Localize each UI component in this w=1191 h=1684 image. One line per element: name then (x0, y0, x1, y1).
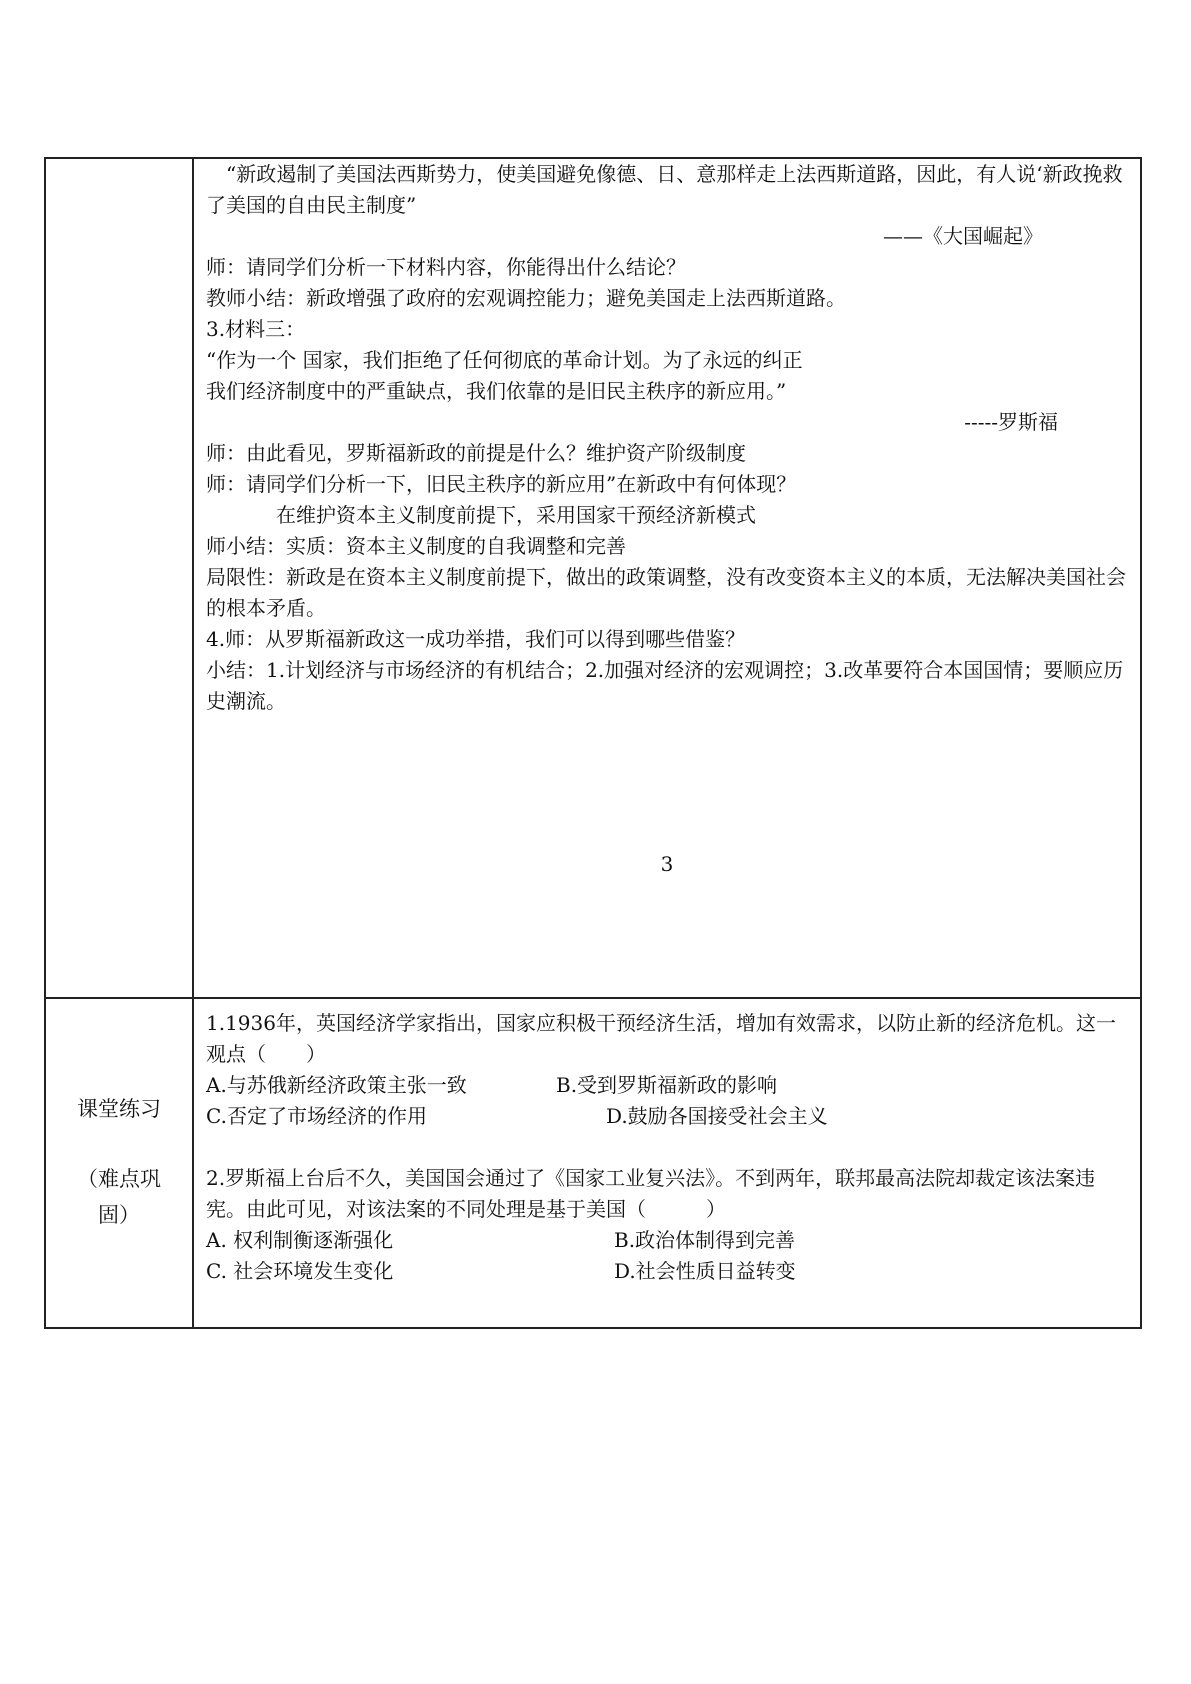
table-row (45, 158, 1141, 998)
option-d: D.社会性质日益转变 (614, 1259, 796, 1283)
teacher-question: 师：由此看见，罗斯福新政的前提是什么？维护资产阶级制度 (206, 441, 746, 465)
page-number: 3 (660, 852, 674, 876)
option-c: C.否定了市场经济的作用 (206, 1104, 427, 1128)
content-cell (193, 158, 1141, 998)
quote-new-deal: “新政遏制了美国法西斯势力，使美国避免像德、日、意那样走上法西斯道路，因此，有人说‘新政挽救了美国的自由民主制度” (206, 162, 1123, 217)
answer-text: 在维护资本主义制度前提下，采用国家干预经济新模式 (276, 503, 756, 527)
left-label-cell (45, 158, 193, 998)
teacher-question: 师：请同学们分析一下，旧民主秩序的新应用”在新政中有何体现？ (206, 472, 797, 496)
teacher-question: 4.师：从罗斯福新政这一成功举措，我们可以得到哪些借鉴？ (206, 627, 746, 651)
teacher-question: 师：请同学们分析一下材料内容，你能得出什么结论？ (206, 255, 686, 279)
section-sublabel: 固） (98, 1203, 140, 1227)
summary-text: 小结：1.计划经济与市场经济的有机结合；2.加强对经济的宏观调控；3.改革要符合本国国情；要顺应历史潮流。 (206, 658, 1124, 713)
question-stem: 1.1936年，英国经济学家指出，国家应积极干预经济生活，增加有效需求，以防止新的经济危机。这一观点（ ） (206, 1011, 1116, 1066)
option-b: B.受到罗斯福新政的影响 (556, 1073, 778, 1097)
limitation-text: 局限性：新政是在资本主义制度前提下，做出的政策调整，没有改变资本主义的本质，无法解决美国社会的根本矛盾。 (206, 565, 1126, 620)
section-label: 课堂练习 (77, 1097, 161, 1121)
content-cell (193, 998, 1141, 1328)
option-c: C. 社会环境发生变化 (206, 1259, 394, 1283)
quote-source-roosevelt: -----罗斯福 (964, 410, 1058, 434)
table-row (45, 998, 1141, 1328)
left-label-cell (45, 998, 193, 1328)
option-b: B.政治体制得到完善 (614, 1228, 796, 1252)
lesson-plan-table (44, 157, 1142, 1329)
question-stem: 2.罗斯福上台后不久，美国国会通过了《国家工业复兴法》。不到两年，联邦最高法院却裁定该法案违宪。由此可见，对该法案的不同处理是基于美国（ ） (206, 1166, 1096, 1221)
quote-roosevelt-line: “作为一个 国家，我们拒绝了任何彻底的革命计划。为了永远的纠正 (206, 348, 803, 372)
option-a: A. 权利制衡逐渐强化 (206, 1228, 394, 1252)
teacher-summary: 教师小结：新政增强了政府的宏观调控能力；避免美国走上法西斯道路。 (206, 286, 846, 310)
option-a: A.与苏俄新经济政策主张一致 (206, 1073, 467, 1097)
teacher-summary: 师小结：实质：资本主义制度的自我调整和完善 (206, 534, 626, 558)
quote-roosevelt-line: 我们经济制度中的严重缺点，我们依靠的是旧民主秩序的新应用。” (206, 379, 787, 403)
section-sublabel: （难点巩 (77, 1167, 161, 1191)
option-d: D.鼓励各国接受社会主义 (606, 1104, 828, 1128)
material-heading: 3.材料三： (206, 317, 306, 341)
quote-source-daguojueqi: ——《大国崛起》 (883, 224, 1043, 248)
